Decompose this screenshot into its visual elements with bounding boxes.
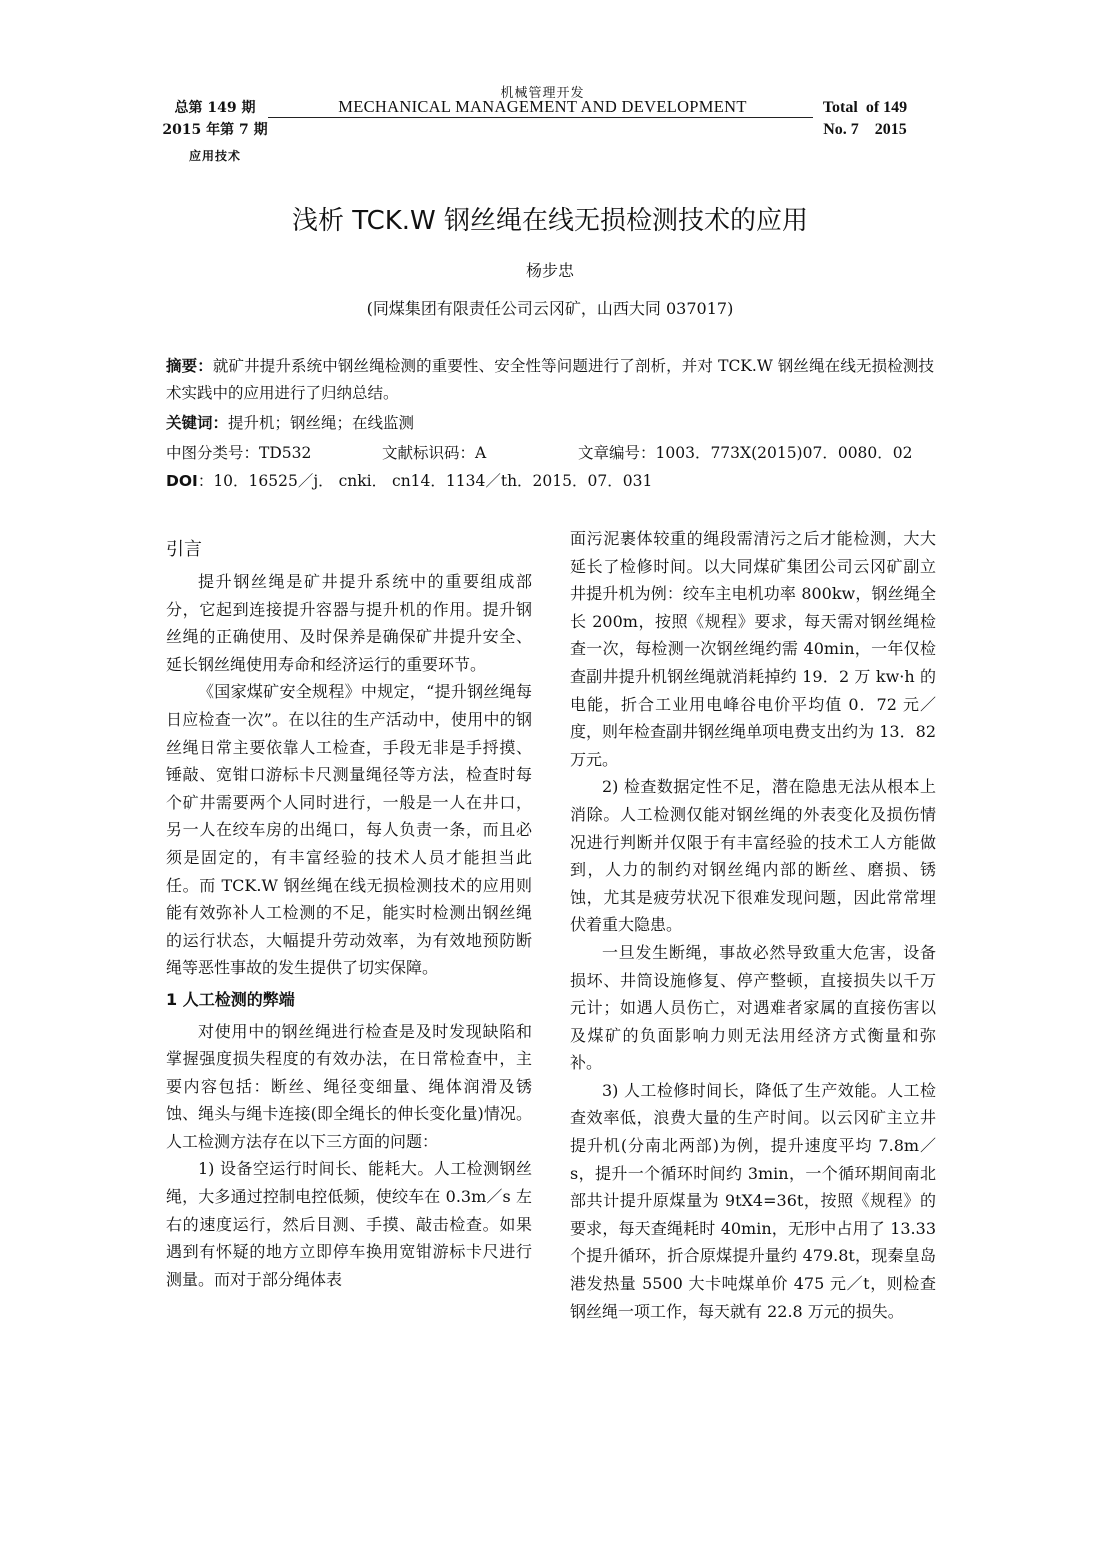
header-rule bbox=[268, 117, 813, 118]
clc-number: 中图分类号：TD532 bbox=[166, 444, 312, 462]
issue-year: 2015 年第 7 期 bbox=[162, 122, 268, 138]
issue-info-left bbox=[150, 97, 280, 167]
doi-label: DOI bbox=[166, 472, 198, 490]
document-code: 文献标识码：A bbox=[382, 444, 487, 462]
abstract bbox=[166, 353, 934, 407]
paragraph-sec1-item3: 3) 人工检修时间长，降低了生产效能。人工检查效率低，浪费大量的生产时间。以云冈矿主立井提升机(分南北两部)为例，提升速度平均 7.8m／s，提升一个循环时间约 3min，一个循环期间南北部共计提升原煤量为 9tX4=36t，按照《规程》的要求，每天查绳耗时 40min，无形中占用了 13.33 个提升循环，折合原煤提升量约 479.8t，现秦皇岛港发热量 5500 大卡吨煤单价 475 元／t，则检查钢丝绳一项工作，每天就有 22.8 万元的损失。 bbox=[570, 1080, 936, 1321]
affiliation: (同煤集团有限责任公司云冈矿，山西大同 037017) bbox=[366, 299, 734, 318]
paragraph-intro-1: 提升钢丝绳是矿井提升系统中的重要组成部分，它起到连接提升容器与提升机的作用。提升钢丝绳的正确使用、及时保养是确保矿井提升安全、延长钢丝绳使用寿命和经济运行的重要环节。 bbox=[166, 572, 532, 674]
issue-total: 总第 149 期 bbox=[174, 100, 256, 116]
article-number: 文章编号：1003．773X(2015)07．0080．02 bbox=[578, 444, 913, 462]
paragraph-sec1-item2: 2) 检查数据定性不足，潜在隐患无法从根本上消除。人工检测仅能对钢丝绳的外表变化及损伤情况进行判断并仅限于有丰富经验的技术工人方能做到，人力的制约对钢丝绳内部的断丝、磨损、锈蚀，尤其是疲劳状况下很难发现问题，因此常常埋伏着重大隐患。 bbox=[570, 777, 936, 935]
intro-heading: 引言 bbox=[166, 539, 202, 560]
author: 杨步忠 bbox=[525, 261, 574, 280]
abstract-label: 摘要： bbox=[166, 357, 213, 375]
issue-info-right bbox=[815, 97, 915, 141]
section-label: 应用技术 bbox=[188, 149, 241, 163]
left-column bbox=[166, 568, 532, 1293]
abstract-text: 就矿井提升系统中钢丝绳检测的重要性、安全性等问题进行了剖析，并对 TCK.W 钢丝绳在线无损检测技术实践中的应用进行了归纳总结。 bbox=[166, 357, 934, 402]
keywords bbox=[166, 410, 934, 437]
paragraph-sec1-item1-cont: 面污泥裹体较重的绳段需清污之后才能检测，大大延长了检修时间。以大同煤矿集团公司云冈矿副立井提升机为例：绞车主电机功率 800kw，钢丝绳全长 200m，按照《规程》要求，每天需对钢丝绳检查一次，每检测一次钢丝绳约需 40min，一年仅检查副井提升机钢丝绳就消耗掉约 19．2 万 kw·h 的电能，折合工业用电峰谷电价平均值 0．72 元／度，则年检查副井钢丝绳单项电费支出约为 13．82 万元。 bbox=[570, 529, 936, 769]
paper-title: 浅析 TCK.W 钢丝绳在线无损检测技术的应用 bbox=[291, 206, 809, 236]
doi-text: ：10．16525／j． cnki． cn14．1134／th．2015．07．031 bbox=[197, 472, 653, 490]
paragraph-sec1-1: 对使用中的钢丝绳进行检查是及时发现缺陷和掌握强度损失程度的有效办法，在日常检查中，主要内容包括：断丝、绳径变细量、绳体润滑及锈蚀、绳头与绳卡连接(即全绳长的伸长变化量)情况。人工检测方法存在以下三方面的问题： bbox=[166, 1021, 532, 1151]
right-column bbox=[570, 525, 936, 1325]
issue-total-en: Total of 149 bbox=[822, 99, 908, 116]
doi-line bbox=[166, 468, 934, 495]
paragraph-sec1-item2-cont: 一旦发生断绳，事故必然导致重大危害，设备损坏、井筒设施修复、停产整顿，直接损失以千万元计；如遇人员伤亡，对遇难者家属的直接伤害以及煤矿的负面影响力则无法用经济方式衡量和弥补。 bbox=[570, 942, 936, 1073]
issue-number-en: No. 7 2015 bbox=[823, 121, 907, 138]
section-1-heading: 1 人工检测的弊端 bbox=[166, 989, 295, 1009]
paragraph-intro-2: 《国家煤矿安全规程》中规定，“提升钢丝绳每日应检查一次”。在以往的生产活动中，使用中的钢丝绳日常主要依靠人工检查，手段无非是手捋摸、锤敲、宽钳口游标卡尺测量绳径等方法，检查时每个矿井需要两个人同时进行，一般是一人在井口，另一人在绞车房的出绳口，每人负责一条，而且必须是固定的，有丰富经验的技术人员才能担当此任。而 TCK.W 钢丝绳在线无损检测技术的应用则能有效弥补人工检测的不足，能实时检测出钢丝绳的运行状态，大幅提升劳动效率，为有效地预防断绳等恶性事故的发生提供了切实保障。 bbox=[166, 682, 532, 978]
journal-name-cn: 机械管理开发 bbox=[500, 86, 585, 101]
paragraph-sec1-item1: 1) 设备空运行时间长、能耗大。人工检测钢丝绳，大多通过控制电控低频，使绞车在 0.3m／s 左右的速度运行，然后目测、手摸、敲击检查。如果遇到有怀疑的地方立即停车换用宽钳游标卡尺进行测量。而对于部分绳体表 bbox=[166, 1159, 532, 1289]
keywords-text: 提升机；钢丝绳；在线监测 bbox=[228, 414, 415, 432]
journal-name-en: MECHANICAL MANAGEMENT AND DEVELOPMENT bbox=[338, 97, 747, 116]
keywords-label: 关键词： bbox=[166, 414, 229, 432]
